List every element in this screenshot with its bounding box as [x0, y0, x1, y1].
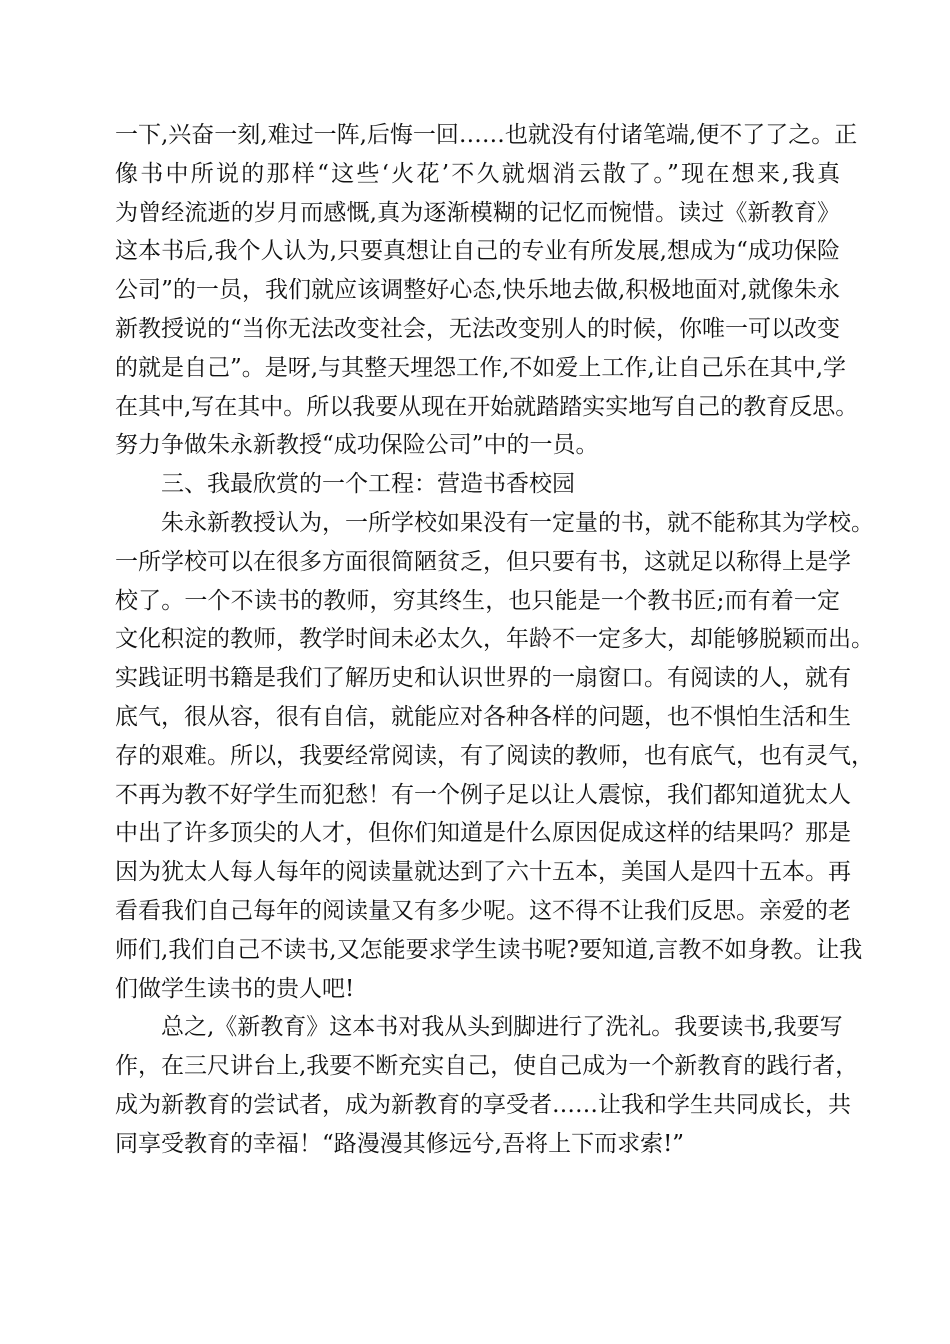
text-line: 们做学生读书的贵人吧!	[115, 975, 355, 1002]
text-line: 成为新教育的尝试者，成为新教育的享受者……让我和学生共同成长，共	[115, 1091, 851, 1118]
text-line: 像书中所说的那样“这些‘火花’不久就烟消云散了。”现在想来,我真	[115, 160, 840, 187]
text-line: 在其中,写在其中。所以我要从现在开始就踏踏实实地写自己的教育反思。	[115, 393, 859, 420]
text-line: 存的艰难。所以，我要经常阅读，有了阅读的教师，也有底气，也有灵气，	[115, 742, 874, 769]
text-line: 不再为教不好学生而犯愁！有一个例子足以让人震惊，我们都知道犹太人	[115, 781, 851, 808]
text-line: 总之,《新教育》这本书对我从头到脚进行了洗礼。我要读书,我要写	[161, 1014, 843, 1041]
text-line: 为曾经流逝的岁月而感慨,真为逐渐模糊的记忆而惋惜。读过《新教育》	[115, 199, 840, 226]
text-line: 看看我们自己每年的阅读量又有多少呢。这不得不让我们反思。亲爱的老	[115, 897, 851, 924]
text-line: 一所学校可以在很多方面很简陋贫乏，但只要有书，这就足以称得上是学	[115, 548, 851, 575]
text-line: 三、我最欣赏的一个工程：营造书香校园	[161, 471, 575, 498]
text-line: 底气，很从容，很有自信，就能应对各种各样的问题，也不惧怕生活和生	[115, 703, 851, 730]
document-page	[115, 116, 874, 1164]
text-line: 的就是自己”。是呀,与其整天埋怨工作,不如爱上工作,让自己乐在其中,学	[115, 354, 847, 381]
text-line: 朱永新教授认为，一所学校如果没有一定量的书，就不能称其为学校。	[161, 509, 874, 536]
text-line: 努力争做朱永新教授“成功保险公司”中的一员。	[115, 432, 599, 459]
text-line: 中出了许多顶尖的人才，但你们知道是什么原因促成这样的结果吗？那是	[115, 820, 851, 847]
text-line: 因为犹太人每人每年的阅读量就达到了六十五本，美国人是四十五本。再	[115, 859, 851, 886]
text-line: 同享受教育的幸福！“路漫漫其修远兮,吾将上下而求索!”	[115, 1130, 685, 1157]
text-line: 校了。一个不读书的教师，穷其终生，也只能是一个教书匠;而有着一定	[115, 587, 840, 614]
text-line: 一下,兴奋一刻,难过一阵,后悔一回……也就没有付诸笔端,便不了了之。正	[115, 122, 858, 148]
text-line: 公司”的一员，我们就应该调整好心态,快乐地去做,积极地面对,就像朱永	[115, 277, 840, 304]
text-line: 师们,我们自己不读书,又怎能要求学生读书呢?要知道,言教不如身教。让我	[115, 936, 863, 963]
text-line: 新教授说的“当你无法改变社会，无法改变别人的时候，你唯一可以改变	[115, 315, 840, 342]
text-line: 实践证明书籍是我们了解历史和认识世界的一扇窗口。有阅读的人，就有	[115, 665, 851, 692]
text-line: 作，在三尺讲台上,我要不断充实自己，使自己成为一个新教育的践行者，	[115, 1053, 859, 1080]
text-line: 文化积淀的教师，教学时间未必太久，年龄不一定多大，却能够脱颖而出。	[115, 626, 874, 653]
text-line: 这本书后,我个人认为,只要真想让自己的专业有所发展,想成为“成功保险	[115, 238, 840, 265]
